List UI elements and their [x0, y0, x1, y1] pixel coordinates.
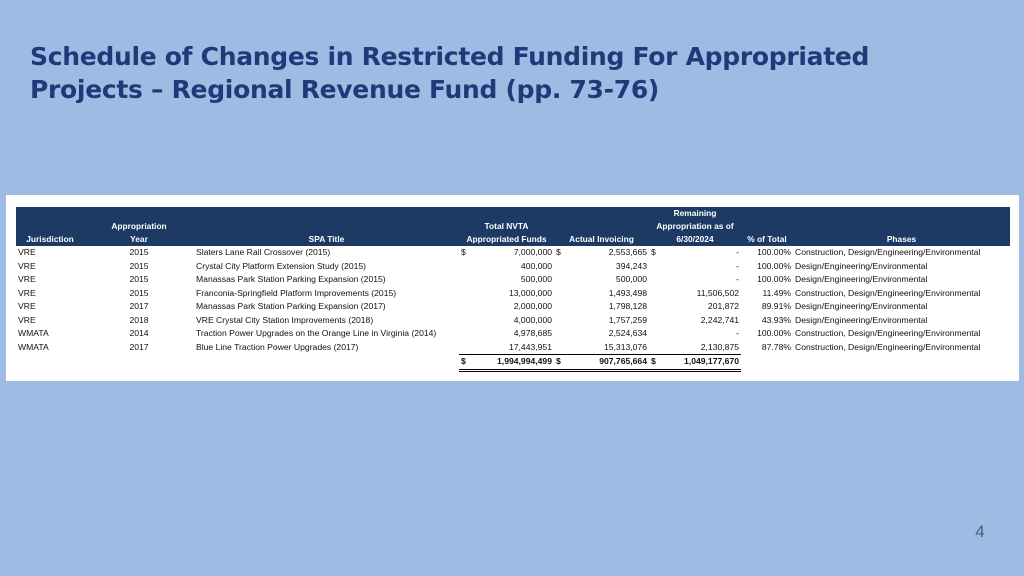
header-remaining-1: Remaining — [649, 207, 741, 220]
phases-cell — [793, 273, 1010, 287]
phases-cell-value: Design/Engineering/Environmental — [795, 260, 928, 271]
phases-cell — [793, 300, 1010, 314]
funds-cell-value: 13,000,000 — [508, 287, 552, 298]
table-row — [16, 287, 1010, 301]
pct-cell — [741, 260, 793, 274]
pct-cell-value: 89.91% — [761, 301, 791, 311]
jurisdiction-cell — [16, 246, 84, 260]
invoicing-cell-value: 500,000 — [615, 274, 647, 284]
jurisdiction-cell — [16, 300, 84, 314]
phases-cell-value: Construction, Design/Engineering/Environmental — [795, 341, 981, 352]
header-row-3 — [16, 233, 1010, 246]
jurisdiction-cell — [16, 314, 84, 328]
total-row — [16, 355, 1010, 371]
jurisdiction-cell-value: WMATA — [18, 341, 49, 352]
funds-cell-value: 500,000 — [520, 274, 552, 284]
table-row — [16, 260, 1010, 274]
pct-cell-value: 100.00% — [757, 247, 791, 257]
spa-title-cell — [194, 314, 459, 328]
funds-cell-value: 400,000 — [520, 260, 552, 271]
total-funds-cell-value: 1,994,994,499 — [497, 356, 552, 366]
remaining-cell-value: 2,242,741 — [700, 314, 739, 325]
phases-cell-value: Design/Engineering/Environmental — [795, 314, 928, 325]
header-total-nvta: Total NVTA — [459, 220, 554, 233]
invoicing-cell — [554, 327, 649, 341]
phases-cell — [793, 341, 1010, 355]
total-remaining-cell-value: 1,049,177,670 — [684, 356, 739, 366]
pct-cell — [741, 314, 793, 328]
year-cell — [84, 314, 194, 328]
invoicing-cell — [554, 273, 649, 287]
year-cell-value: 2017 — [129, 341, 149, 352]
dollar-sign: $ — [651, 247, 656, 257]
funds-cell-value: 7,000,000 — [513, 247, 552, 257]
year-cell-value: 2015 — [129, 260, 149, 271]
invoicing-cell-value: 1,493,498 — [608, 287, 647, 298]
phases-cell — [793, 327, 1010, 341]
remaining-cell — [649, 246, 741, 260]
year-cell — [84, 246, 194, 260]
funds-cell — [459, 273, 554, 287]
remaining-cell-value: 201,872 — [707, 301, 739, 311]
header-actual-invoicing: Actual Invoicing — [554, 233, 649, 246]
pct-cell-value: 11.49% — [762, 287, 791, 298]
phases-cell-value: Design/Engineering/Environmental — [795, 301, 928, 311]
header-remaining-2: Appropriation as of — [649, 220, 741, 233]
table-row — [16, 327, 1010, 341]
total-remaining-cell — [649, 355, 741, 371]
spa-title-cell — [194, 273, 459, 287]
header-appropriated-funds: Appropriated Funds — [459, 233, 554, 246]
pct-cell — [741, 327, 793, 341]
remaining-cell-value: 11,506,502 — [696, 287, 739, 298]
pct-cell-value: 100.00% — [757, 328, 791, 338]
funds-cell-value: 2,000,000 — [513, 301, 552, 311]
spa-title-cell — [194, 287, 459, 301]
invoicing-cell — [554, 341, 649, 355]
jurisdiction-cell-value: VRE — [18, 287, 36, 298]
table-row — [16, 273, 1010, 287]
funding-table-panel — [6, 195, 1019, 381]
pct-cell — [741, 273, 793, 287]
phases-cell — [793, 260, 1010, 274]
spa-title-cell-value: Manassas Park Station Parking Expansion (2017) — [196, 301, 386, 311]
spa-title-cell — [194, 300, 459, 314]
year-cell — [84, 273, 194, 287]
spa-title-cell-value: Manassas Park Station Parking Expansion (2015) — [196, 274, 386, 284]
jurisdiction-cell-value: VRE — [18, 247, 36, 257]
total-invoicing-cell — [554, 355, 649, 371]
invoicing-cell — [554, 287, 649, 301]
remaining-cell-value: - — [736, 247, 739, 257]
invoicing-cell — [554, 246, 649, 260]
funds-cell — [459, 287, 554, 301]
remaining-cell-value: 2,130,875 — [700, 341, 739, 352]
phases-cell — [793, 314, 1010, 328]
year-cell-value: 2015 — [129, 287, 149, 298]
year-cell — [84, 260, 194, 274]
phases-cell-value: Construction, Design/Engineering/Environmental — [795, 328, 981, 338]
funds-cell — [459, 260, 554, 274]
header-remaining-date: 6/30/2024 — [649, 233, 741, 246]
spa-title-cell-value: VRE Crystal City Station Improvements (2018) — [196, 314, 374, 325]
phases-cell-value: Construction, Design/Engineering/Environmental — [795, 247, 981, 257]
remaining-cell — [649, 314, 741, 328]
remaining-cell-value: - — [736, 328, 739, 338]
pct-cell — [741, 287, 793, 301]
funds-cell — [459, 246, 554, 260]
slide-title-line-2: Projects – Regional Revenue Fund (pp. 73-76) — [30, 75, 660, 104]
remaining-cell — [649, 341, 741, 355]
funds-cell-value: 17,443,951 — [508, 341, 552, 352]
spa-title-cell-value: Traction Power Upgrades on the Orange Line in Virginia (2014) — [196, 328, 437, 338]
remaining-cell — [649, 327, 741, 341]
table-row — [16, 300, 1010, 314]
invoicing-cell-value: 1,798,128 — [608, 301, 647, 311]
table-row — [16, 314, 1010, 328]
spa-title-cell-value: Blue Line Traction Power Upgrades (2017) — [196, 341, 359, 352]
phases-cell — [793, 287, 1010, 301]
funds-cell — [459, 300, 554, 314]
dollar-sign: $ — [556, 356, 561, 366]
remaining-cell — [649, 287, 741, 301]
funds-cell — [459, 341, 554, 355]
remaining-cell-value: - — [736, 274, 739, 284]
spa-title-cell-value: Slaters Lane Rail Crossover (2015) — [196, 247, 331, 257]
pct-cell-value: 43.93% — [761, 314, 791, 325]
spa-title-cell — [194, 246, 459, 260]
jurisdiction-cell-value: VRE — [18, 301, 36, 311]
remaining-cell-value: - — [736, 260, 739, 271]
spa-title-cell-value: Franconia-Springfield Platform Improvements (2015) — [196, 287, 397, 298]
dollar-sign: $ — [461, 247, 466, 257]
dollar-sign: $ — [651, 356, 656, 366]
pct-cell-value: 100.00% — [757, 260, 791, 271]
header-phases: Phases — [793, 233, 1010, 246]
dollar-sign: $ — [461, 356, 466, 366]
spa-title-cell — [194, 260, 459, 274]
header-row-2 — [16, 220, 1010, 233]
year-cell — [84, 341, 194, 355]
year-cell-value: 2015 — [129, 274, 149, 284]
funds-cell-value: 4,000,000 — [513, 314, 552, 325]
table-body — [16, 246, 1010, 370]
dollar-sign: $ — [556, 247, 561, 257]
spa-title-cell — [194, 327, 459, 341]
pct-cell — [741, 300, 793, 314]
header-row-1 — [16, 207, 1010, 220]
year-cell-value: 2014 — [129, 328, 149, 338]
year-cell — [84, 327, 194, 341]
jurisdiction-cell-value: VRE — [18, 260, 36, 271]
jurisdiction-cell-value: WMATA — [18, 328, 49, 338]
year-cell-value: 2018 — [129, 314, 149, 325]
spa-title-cell-value: Crystal City Platform Extension Study (2015) — [196, 260, 367, 271]
jurisdiction-cell-value: VRE — [18, 274, 36, 284]
spa-title-cell — [194, 341, 459, 355]
remaining-cell — [649, 300, 741, 314]
header-pct-total: % of Total — [741, 233, 793, 246]
invoicing-cell-value: 2,524,634 — [608, 328, 647, 338]
total-invoicing-cell-value: 907,765,664 — [599, 356, 647, 366]
invoicing-cell — [554, 314, 649, 328]
phases-cell-value: Design/Engineering/Environmental — [795, 274, 928, 284]
remaining-cell — [649, 260, 741, 274]
jurisdiction-cell — [16, 273, 84, 287]
invoicing-cell-value: 1,757,259 — [608, 314, 647, 325]
table-row — [16, 246, 1010, 260]
year-cell-value: 2017 — [129, 301, 149, 311]
phases-cell — [793, 246, 1010, 260]
header-spa-title: SPA Title — [194, 233, 459, 246]
jurisdiction-cell — [16, 260, 84, 274]
invoicing-cell-value: 394,243 — [615, 260, 647, 271]
phases-cell-value: Construction, Design/Engineering/Environmental — [795, 287, 981, 298]
table-row — [16, 341, 1010, 355]
header-appropriation: Appropriation — [84, 220, 194, 233]
remaining-cell — [649, 273, 741, 287]
funds-cell-value: 4,978,685 — [513, 328, 552, 338]
total-funds-cell — [459, 355, 554, 371]
funds-cell — [459, 314, 554, 328]
jurisdiction-cell — [16, 287, 84, 301]
pct-cell — [741, 246, 793, 260]
year-cell — [84, 300, 194, 314]
jurisdiction-cell — [16, 327, 84, 341]
header-year: Year — [84, 233, 194, 246]
invoicing-cell — [554, 300, 649, 314]
slide-title-line-1: Schedule of Changes in Restricted Funding For Appropriated — [30, 42, 870, 71]
invoicing-cell-value: 2,553,665 — [608, 247, 647, 257]
invoicing-cell — [554, 260, 649, 274]
pct-cell — [741, 341, 793, 355]
page-number: 4 — [975, 522, 985, 541]
pct-cell-value: 100.00% — [757, 274, 791, 284]
year-cell — [84, 287, 194, 301]
funds-cell — [459, 327, 554, 341]
jurisdiction-cell-value: VRE — [18, 314, 36, 325]
slide-title — [30, 40, 930, 106]
jurisdiction-cell — [16, 341, 84, 355]
funding-table — [16, 207, 1010, 372]
year-cell-value: 2015 — [129, 247, 149, 257]
header-jurisdiction: Jurisdiction — [16, 233, 84, 246]
pct-cell-value: 87.78% — [761, 341, 791, 352]
invoicing-cell-value: 15,313,076 — [603, 341, 647, 352]
